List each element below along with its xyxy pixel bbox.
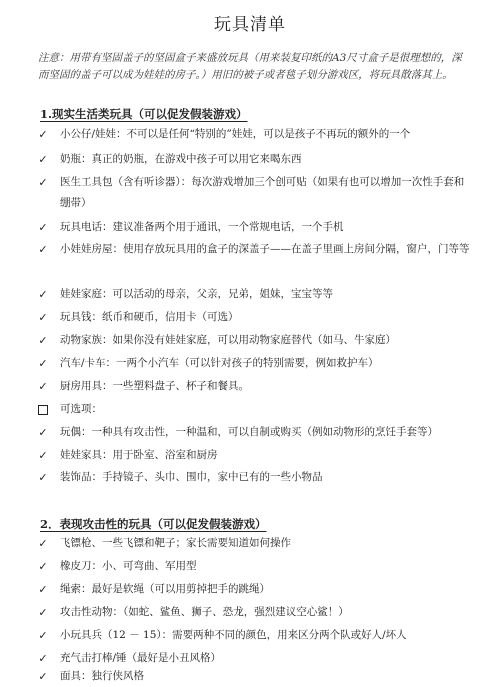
list-item-text: 充气击打棒/锤（最好是小丑风格） bbox=[60, 652, 222, 664]
list-item-text: 厨房用具：一些塑料盘子、杯子和餐具。 bbox=[60, 380, 249, 392]
check-icon: ✓ bbox=[38, 243, 48, 256]
list-item-text: 玩具钱：纸币和硬币，信用卡（可选） bbox=[60, 311, 239, 323]
check-icon: ✓ bbox=[38, 128, 48, 141]
list-item-text: 玩偶：一种具有攻击性，一种温和，可以自制或购买（例如动物形的烹饪手套等） bbox=[60, 426, 438, 438]
page-title: 玩具清单 bbox=[214, 15, 286, 35]
list-item-text: 攻击性动物：（如蛇、鲨鱼、狮子、恐龙，强烈建议空心鲨！） bbox=[60, 606, 349, 618]
check-icon: ✓ bbox=[38, 288, 48, 301]
list-item-text: 飞镖枪、一些飞镖和靶子；家长需要知道如何操作 bbox=[60, 537, 291, 549]
check-icon: ✓ bbox=[38, 357, 48, 370]
list-item-text: 橡皮刀：小、可弯曲、军用型 bbox=[60, 560, 197, 572]
list-item-text: 面具：独行侠风格 bbox=[60, 670, 144, 682]
check-icon: ✓ bbox=[38, 334, 48, 347]
check-icon: ✓ bbox=[38, 426, 48, 439]
check-icon: ✓ bbox=[38, 629, 48, 642]
check-icon: ✓ bbox=[38, 606, 48, 619]
list-item-text: 医生工具包（含有听诊器）：每次游戏增加三个创可贴（如果有也可以增加一次性手套和绷带） bbox=[60, 176, 465, 209]
check-icon: ✓ bbox=[38, 221, 48, 234]
check-icon: ✓ bbox=[38, 311, 48, 324]
check-icon: ✓ bbox=[38, 449, 48, 462]
list-item-text: 汽车/卡车：一两个小汽车（可以针对孩子的特别需要，例如救护车） bbox=[60, 357, 379, 369]
list-item-text: 玩具电话：建议准备两个用于通讯，一个常规电话，一个手机 bbox=[60, 221, 344, 233]
list-item-text: 装饰品：手持镜子、头巾、围巾，家中已有的一些小物品 bbox=[60, 471, 323, 483]
check-icon: ✓ bbox=[38, 176, 48, 189]
list-item-text: 娃娃家庭：可以活动的母亲，父亲，兄弟，姐妹，宝宝等等 bbox=[60, 288, 333, 300]
list-item-text: 小娃娃房屋：使用存放玩具用的盒子的深盖子——在盖子里画上房间分隔，窗户，门等等 bbox=[60, 243, 470, 255]
check-icon: ✓ bbox=[38, 153, 48, 166]
check-icon: ✓ bbox=[38, 471, 48, 484]
list-item-text: 可选项： bbox=[60, 403, 102, 415]
check-icon: ✓ bbox=[38, 670, 48, 683]
list-item-text: 小玩具兵（12 － 15）：需要两种不同的颜色，用来区分两个队或好人/坏人 bbox=[60, 629, 407, 641]
list-item-text: 娃娃家具：用于卧室、浴室和厨房 bbox=[60, 449, 218, 461]
list-item-text: 动物家族：如果你没有娃娃家庭，可以用动物家庭替代（如马、牛家庭） bbox=[60, 334, 396, 346]
check-icon: ✓ bbox=[38, 380, 48, 393]
section-1-heading bbox=[40, 106, 460, 122]
section-1-title: 1.现实生活类玩具（可以促发假装游戏） bbox=[40, 107, 248, 121]
section-2-heading bbox=[40, 516, 460, 532]
check-icon: ✓ bbox=[38, 583, 48, 596]
list-item-text: 绳索：最好是软绳（可以用剪掉把手的跳绳） bbox=[60, 583, 270, 595]
check-icon: ✓ bbox=[38, 537, 48, 550]
list-item-text: 奶瓶：真正的奶瓶，在游戏中孩子可以用它来喝东西 bbox=[60, 153, 302, 165]
check-icon: ✓ bbox=[38, 560, 48, 573]
list-item-text: 小公仔/娃娃：不可以是任何“特别的”娃娃，可以是孩子不再玩的额外的一个 bbox=[60, 128, 411, 140]
checkbox-icon bbox=[36, 399, 50, 422]
check-icon: ✓ bbox=[38, 652, 48, 665]
intro-note: 注意：用带有坚固盖子的坚固盒子来盛放玩具（用来装复印纸的A3尺寸盒子是很理想的，深而坚固的盖子可以成为娃娃的房子。）用旧的被子或者毯子划分游戏区，将玩具散落其上。 bbox=[38, 52, 462, 81]
section-2-title: 2．表现攻击性的玩具（可以促发假装游戏） bbox=[40, 517, 267, 531]
